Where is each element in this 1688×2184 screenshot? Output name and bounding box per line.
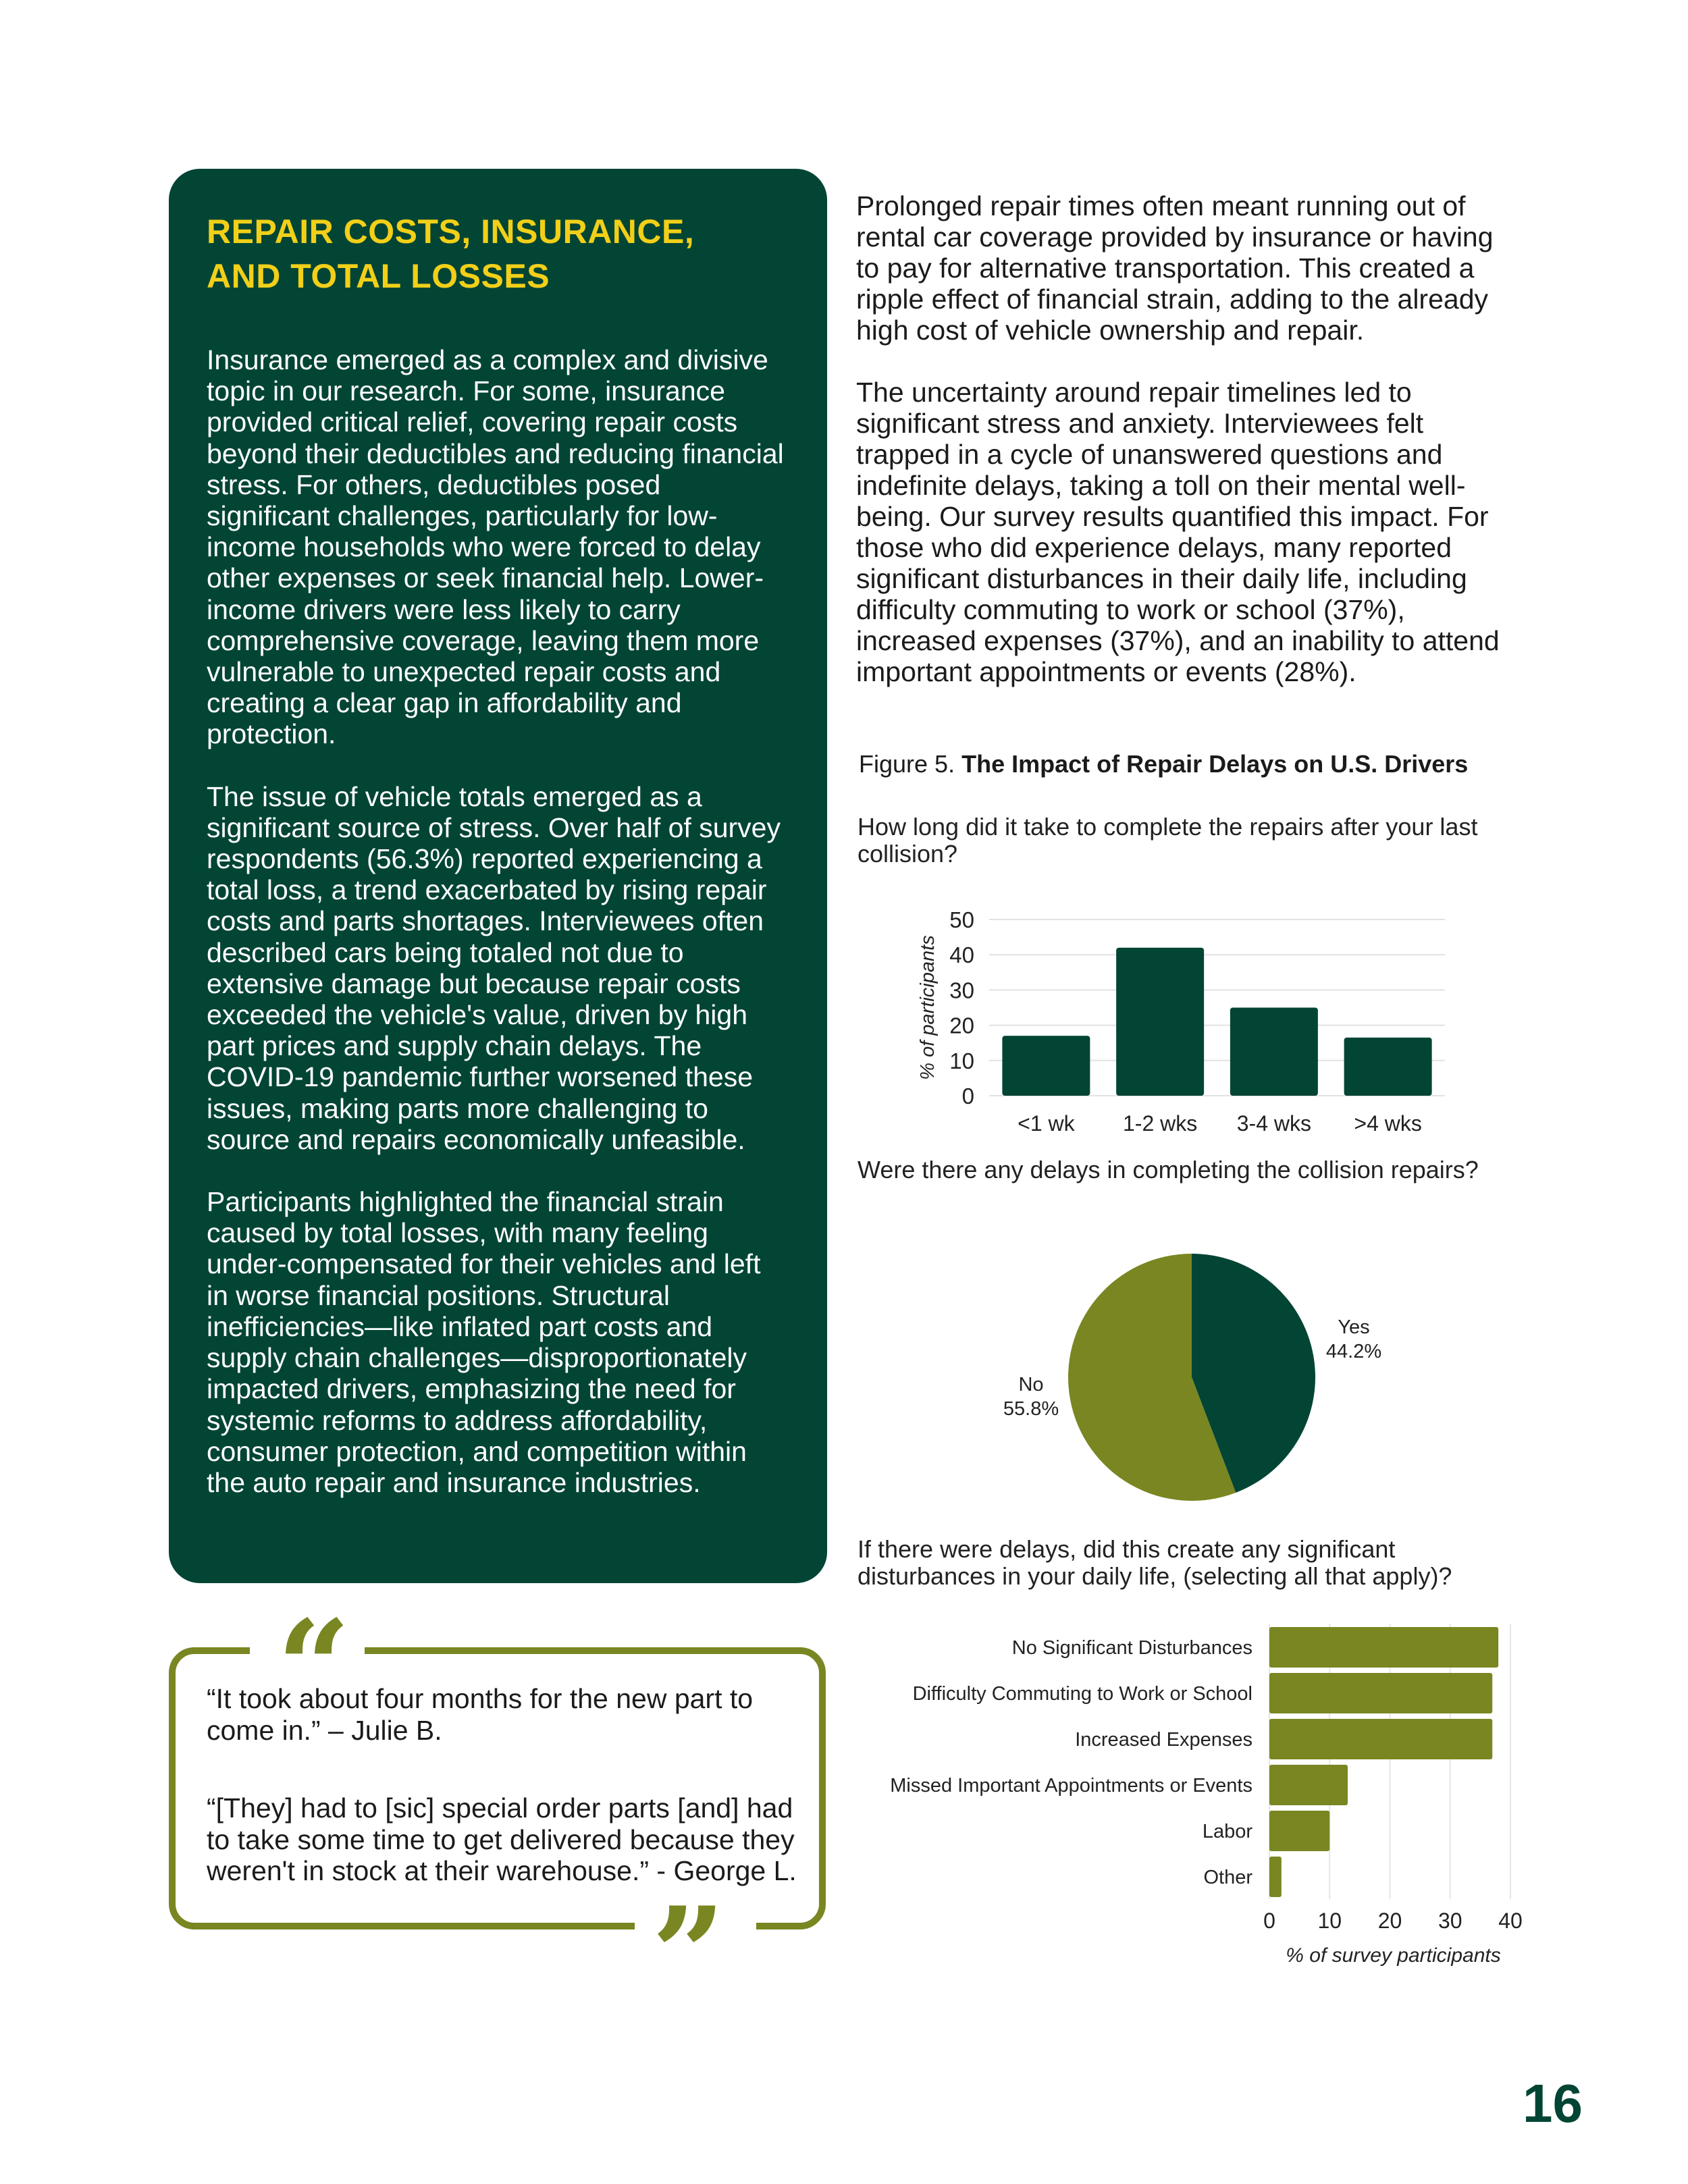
close-quote-icon: ” <box>652 1879 726 2029</box>
section-title-line1: REPAIR COSTS, INSURANCE, <box>207 213 695 250</box>
y-tick-label: 0 <box>961 1084 974 1109</box>
bar <box>1269 1719 1492 1759</box>
y-tick-label: 40 <box>949 942 974 968</box>
main-paragraph-rental: Prolonged repair times often meant running out of rental car coverage provided by insurance or having to pay for alternative transportation. This created a ripple effect of financial strain, adding to the already high cost of vehicle ownership and repair. <box>856 190 1494 346</box>
pie-label: No <box>1018 1374 1044 1395</box>
y-tick-label: 30 <box>949 978 974 1003</box>
main-paragraph-uncertainty: The uncertainty around repair timelines led to significant stress and anxiety. Interviewees felt trapped in a cycle of unanswered questions and indefinite delays, taking a toll on their mental well-being. Our survey results quantified this impact. For those who did experience delays, many reported significant disturbances in their daily life, including difficulty commuting to work or school (37%), increased expenses (37%), and an inability to attend important appointments or events (28%). <box>856 377 1500 687</box>
y-tick-label: Missed Important Appointments or Events <box>890 1775 1252 1796</box>
figure-title: The Impact of Repair Delays on U.S. Drivers <box>961 750 1469 778</box>
x-tick-label: 30 <box>1438 1909 1462 1933</box>
y-tick-label: Other <box>1203 1867 1252 1888</box>
question-disturbances: If there were delays, did this create any significant disturbances in your daily life, (selecting all that apply)? <box>858 1535 1452 1590</box>
quote-george: “[They] had to [sic] special order parts [and] had to take some time to get delivered because they weren't in stock at their warehouse.” - George L. <box>207 1792 797 1886</box>
pie-value-label: 55.8% <box>1003 1398 1059 1420</box>
y-tick-label: Difficulty Commuting to Work or School <box>912 1683 1252 1705</box>
bar <box>1116 948 1204 1096</box>
question-repair-duration: How long did it take to complete the repairs after your last collision? <box>858 813 1478 868</box>
x-tick-label: 10 <box>1317 1909 1342 1933</box>
sidebar-paragraph-totals: The issue of vehicle totals emerged as a significant source of stress. Over half of survey respondents (56.3%) reported experiencing a total loss, a trend exacerbated by rising repair costs and parts shortages. Interviewees often described cars being totaled not due to extensive damage but because repair costs exceeded the vehicle's value, driven by high part prices and supply chain delays. The COVID-19 pandemic further worsened these issues, making parts more challenging to source and repairs economically unfeasible. <box>207 780 781 1155</box>
y-tick-label: No Significant Disturbances <box>1011 1637 1252 1659</box>
x-tick-label: 3-4 wks <box>1236 1111 1311 1136</box>
bar <box>1269 1811 1329 1851</box>
x-tick-label: 20 <box>1377 1909 1402 1933</box>
x-tick-label: >4 wks <box>1354 1111 1422 1136</box>
x-tick-label: 1-2 wks <box>1123 1111 1198 1136</box>
bar <box>1269 1857 1282 1897</box>
y-tick-label: 50 <box>949 907 974 932</box>
bar <box>1269 1627 1498 1668</box>
bar <box>1269 1673 1492 1713</box>
page-number: 16 <box>1523 2073 1583 2133</box>
open-quote-icon: “ <box>277 1592 351 1742</box>
figure-label: Figure 5. <box>859 750 955 778</box>
sidebar-paragraph-insurance: Insurance emerged as a complex and divisive topic in our research. For some, insurance provided critical relief, covering repair costs beyond their deductibles and reducing financial stress. For others, deductibles posed significant challenges, particularly for low-income households who were forced to delay other expenses or seek financial help. Lower-income drivers were less likely to carry comprehensive coverage, leaving them more vulnerable to unexpected repair costs and creating a clear gap in affordability and protection. <box>207 344 784 750</box>
y-axis-label: % of participants <box>917 935 939 1080</box>
x-axis-label: % of survey participants <box>1286 1944 1501 1967</box>
y-tick-label: Increased Expenses <box>1075 1729 1252 1751</box>
section-title-line2: AND TOTAL LOSSES <box>207 257 550 295</box>
x-tick-label: <1 wk <box>1018 1111 1075 1136</box>
bar <box>1269 1765 1348 1805</box>
pie-label: Yes <box>1338 1316 1370 1338</box>
question-delays: Were there any delays in completing the collision repairs? <box>858 1156 1479 1183</box>
y-tick-label: Labor <box>1202 1821 1252 1842</box>
bar <box>1230 1008 1318 1096</box>
quote-julie: “It took about four months for the new part to come in.” – Julie B. <box>207 1683 754 1746</box>
y-tick-label: 10 <box>949 1048 974 1073</box>
x-tick-label: 40 <box>1498 1909 1523 1933</box>
sidebar-paragraph-strain: Participants highlighted the financial strain caused by total losses, with many feeling under-compensated for their vehicles and left in worse financial positions. Structural inefficiencies—like inflated part costs and supply chain challenges—disproportionately impacted drivers, emphasizing the need for systemic reforms to address affordability, consumer protection, and competition within the auto repair and insurance industries. <box>207 1186 761 1498</box>
y-tick-label: 20 <box>949 1013 974 1038</box>
bar <box>1344 1038 1432 1096</box>
pie-value-label: 44.2% <box>1325 1341 1382 1362</box>
x-tick-label: 0 <box>1263 1909 1275 1933</box>
bar <box>1002 1036 1090 1096</box>
